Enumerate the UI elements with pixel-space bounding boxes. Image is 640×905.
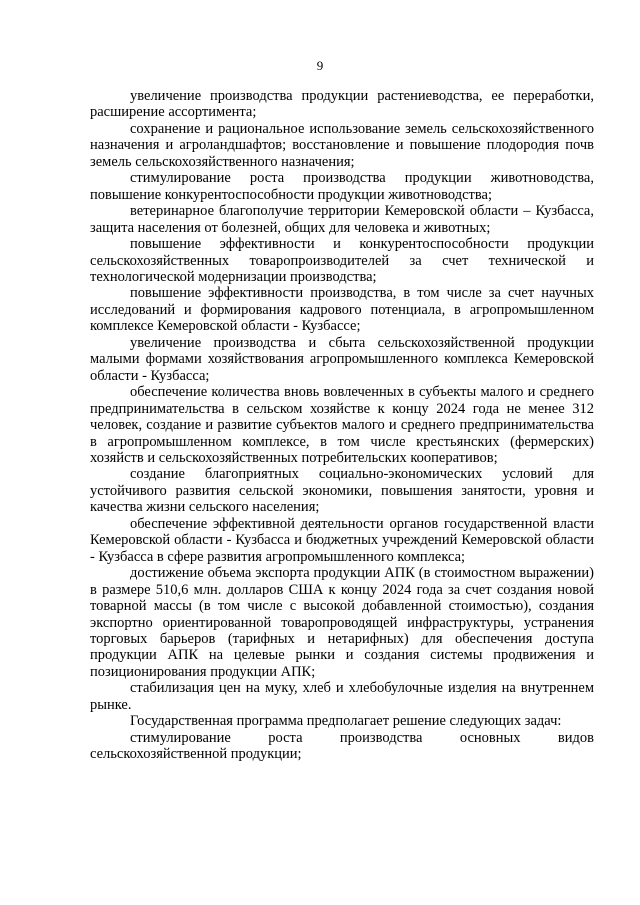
paragraph: обеспечение количества вновь вовлеченных в субъекты малого и среднего предпринимательства в сельском хозяйстве к концу 2024 года не менее 312 человек, создание и развитие субъектов малого и среднего предпринимательства в агропромышленном комплексе, в том числе крестьянских (фермерских) хозяйств и сельскохозяйственных потребительских кооперативов;: [90, 384, 594, 466]
paragraph: ветеринарное благополучие территории Кемеровской области – Кузбасса, защита населения от болезней, общих для человека и животных;: [90, 203, 594, 236]
paragraph: Государственная программа предполагает решение следующих задач:: [130, 713, 562, 730]
paragraph: стимулирование роста производства продукции животноводства, повышение конкурентоспособности продукции животноводства;: [90, 170, 594, 203]
paragraph: стабилизация цен на муку, хлеб и хлебобулочные изделия на внутреннем рынке.: [90, 680, 594, 713]
paragraph: стимулирование роста производства основных видов сельскохозяйственной продукции;: [90, 729, 594, 763]
body-text: [90, 88, 594, 763]
paragraph: повышение эффективности производства, в том числе за счет научных исследований и формирования кадрового потенциала, в агропромышленном комплексе Кемеровской области - Кузбассе;: [90, 285, 594, 335]
paragraph: повышение эффективности и конкурентоспособности продукции сельскохозяйственных товаропроизводителей за счет технической и технологической модернизации производства;: [90, 236, 594, 285]
paragraph: создание благоприятных социально-экономических условий для устойчивого развития сельской экономики, повышения занятости, уровня и качества жизни сельского населения;: [90, 466, 594, 516]
paragraph: обеспечение эффективной деятельности органов государственной власти Кемеровской области - Кузбасса и бюджетных учреждений Кемеровской области - Кузбасса в сфере развития агропромышленного комплекса;: [90, 515, 594, 565]
paragraph: достижение объема экспорта продукции АПК (в стоимостном выражении) в размере 510,6 млн. долларов США к концу 2024 года за счет создания новой товарной массы (в том числе с высокой добавленной стоимостью), создания экспортно ориентированной товаропроводящей инфраструктуры, устранения торговых барьеров (тарифных и нетарифных) для обеспечения доступа продукции АПК на целевые рынки и создания системы продвижения и позиционирования продукции АПК;: [90, 565, 594, 680]
paragraph: увеличение производства и сбыта сельскохозяйственной продукции малыми формами хозяйствования агропромышленного комплекса Кемеровской области - Кузбасса;: [90, 334, 594, 384]
paragraph: сохранение и рациональное использование земель сельскохозяйственного назначения и агроландшафтов; восстановление и повышение плодородия почв земель сельскохозяйственного назначения;: [90, 120, 594, 170]
page-number: 9: [316, 58, 324, 73]
paragraph: увеличение производства продукции растениеводства, ее переработки, расширение ассортимента;: [90, 88, 594, 121]
